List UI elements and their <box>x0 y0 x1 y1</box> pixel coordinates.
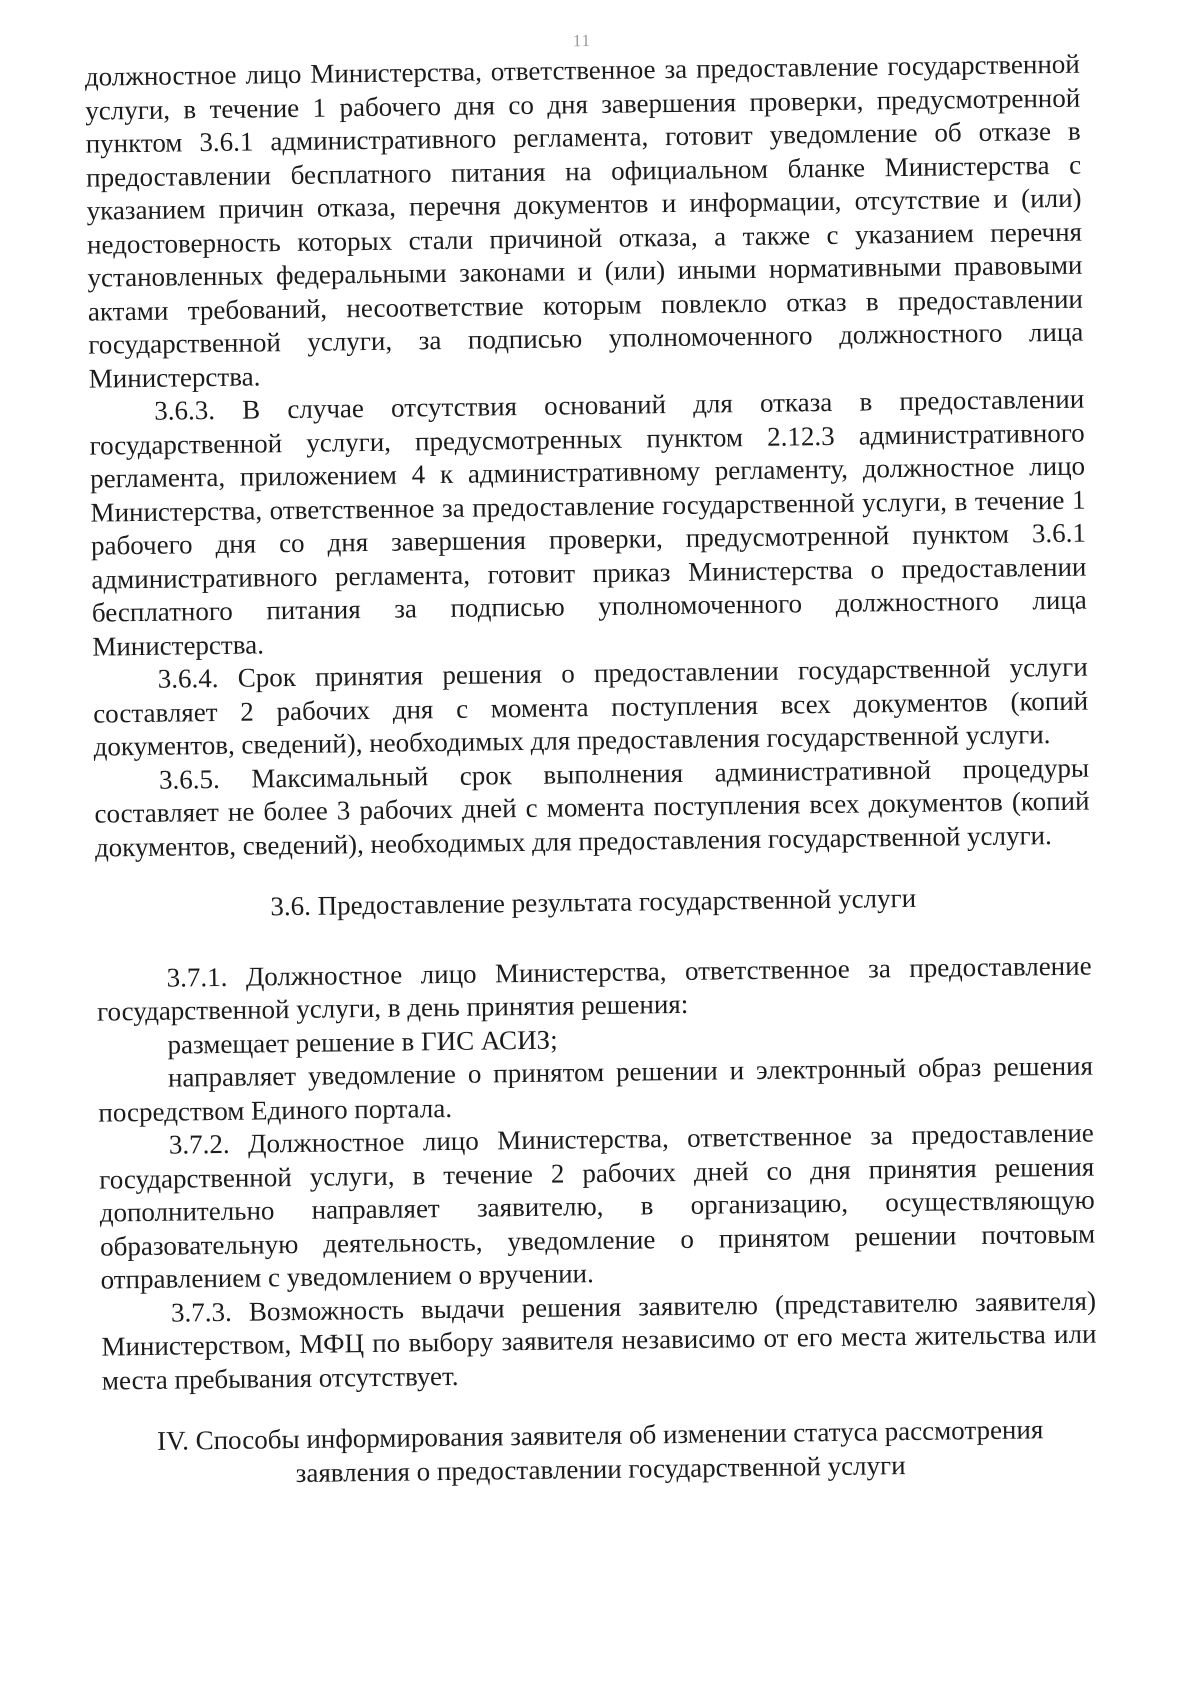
paragraph-3-6-4: 3.6.4. Срок принятия решения о предоставлении государственной услуги составляет 2 рабочих дня с момента поступления всех документов (копий документов, сведений), необходимых для предоставления государственной услуги. <box>92 651 1089 762</box>
list-item-post-decision: размещает решение в ГИС АСИЗ; <box>167 1024 558 1060</box>
list-item-send-notice: направляет уведомление о принятом решении и электронный образ решения посредством Единого портала. <box>98 1050 1094 1128</box>
paragraph-3-7-3: 3.7.3. Возможность выдачи решения заявителю (представителю заявителя) Министерством, МФЦ по выбору заявителя независимо от его места жительства или места пребывания отсутствует. <box>101 1285 1097 1396</box>
paragraph-3-7-2: 3.7.2. Должностное лицо Министерства, ответственное за предоставление государственной услуги, в течение 2 рабочих дней со дня принятия решения дополнительно направляет заявителю, в организацию, осуществляющую образовательную деятельность, уведомление о принятом решении почтовым отправлением с уведомлением о вручении. <box>99 1117 1096 1295</box>
paragraph-3-7-1: 3.7.1. Должностное лицо Министерства, ответственное за предоставление государственной услуги, в день принятия решения: <box>96 950 1092 1027</box>
chapter-heading-line-1: IV. Способы информирования заявителя об изменении статуса рассмотрения <box>156 1414 1044 1456</box>
paragraph-continuation: должностное лицо Министерства, ответственное за предоставление государственной услуги, в течение 1 рабочего дня со дня завершения проверки, предусмотренной пунктом 3.6.1 административного регламента, готовит уведомление об отказе в предоставлении бесплатного питания на официальном бланке Министерства с указанием причин отказа, перечня документов и информации, отсутствие и (или) недостоверность которых стали причиной отказа, а также с указанием перечня установленных федеральными законами и (или) иными нормативными правовыми актами требований, несоответствие которым повлекло отказ в предоставлении государственной услуги, за подписью уполномоченного должностного лица Министерства. <box>84 48 1084 394</box>
section-heading: 3.6. Предоставление результата государственной услуги <box>270 882 917 922</box>
chapter-heading-line-2: заявления о предоставлении государственной услуги <box>295 1449 906 1488</box>
paragraph-3-6-5: 3.6.5. Максимальный срок выполнения административной процедуры составляет не более 3 рабочих дней с момента поступления всех документов (копий документов, сведений), необходимых для предоставления государственной услуги. <box>94 752 1090 863</box>
paragraph-3-6-3: 3.6.3. В случае отсутствия оснований для отказа в предоставлении государственной услуги, предусмотренных пунктом 2.12.3 административного регламента, приложением 4 к административному регламенту, должностное лицо Министерства, ответственное за предоставление государственной услуги, в течение 1 рабочего дня со дня завершения проверки, предусмотренной пунктом 3.6.1 административного регламента, готовит приказ Министерства о предоставлении бесплатного питания за подписью уполномоченного должностного лица Министерства. <box>89 383 1087 662</box>
page-number: 11 <box>572 31 592 51</box>
